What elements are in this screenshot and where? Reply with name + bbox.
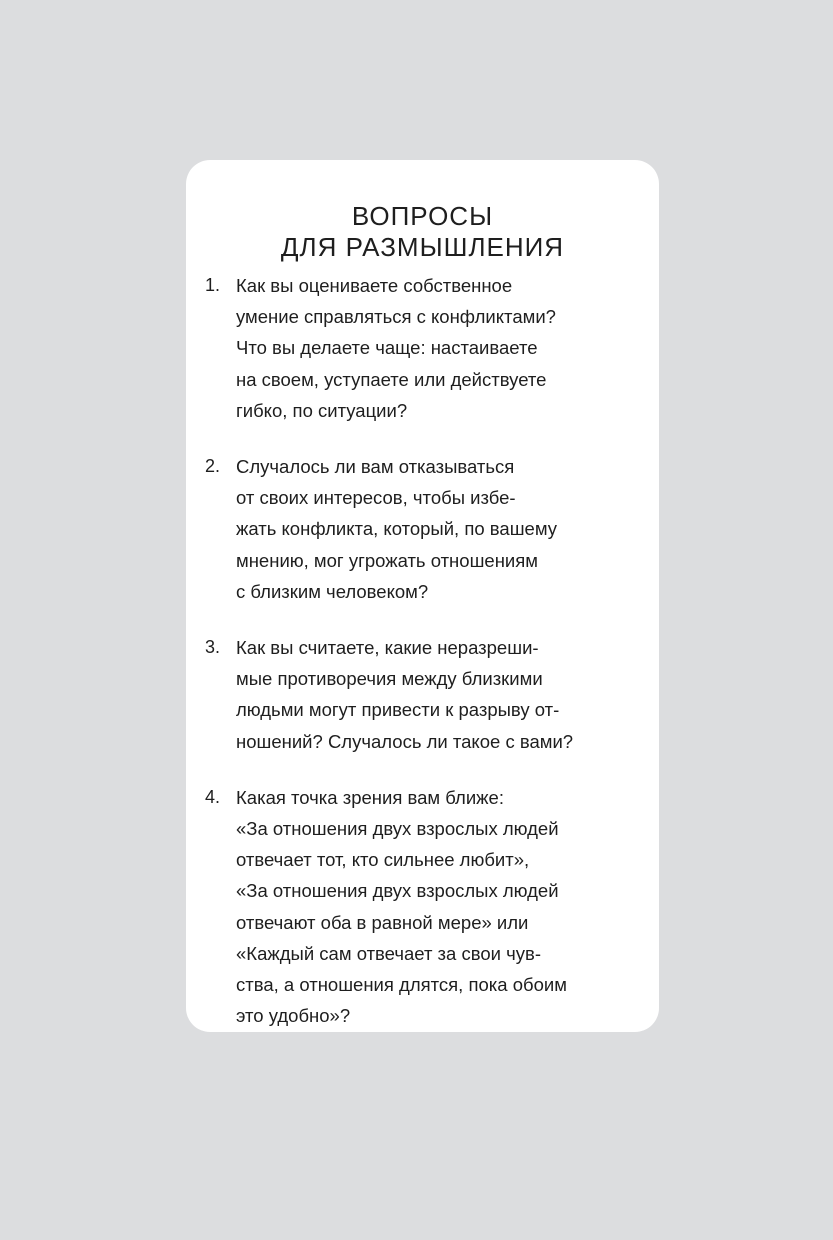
- question-line: отвечают оба в равной мере» или: [236, 911, 529, 933]
- question-line: с близким человеком?: [236, 580, 429, 602]
- question-line: умение справляться с конфликтами?: [236, 306, 556, 328]
- question-number: 1.: [205, 275, 221, 295]
- card-title-line-2: ДЛЯ РАЗМЫШЛЕНИЯ: [280, 232, 565, 263]
- question-line: «За отношения двух взрослых людей: [236, 818, 559, 840]
- question-number: 2.: [205, 456, 221, 477]
- question-line: гибко, по ситуации?: [236, 399, 408, 421]
- question-item: [186, 451, 659, 607]
- question-line: это удобно»?: [236, 1005, 351, 1027]
- question-line: Что вы делаете чаще: настаиваете: [236, 337, 538, 359]
- question-line: жать конфликта, который, по вашему: [236, 518, 557, 540]
- question-line: Как вы оцениваете собственное: [236, 275, 513, 296]
- question-number: 3.: [205, 637, 221, 658]
- question-line: Случалось ли вам отказываться: [236, 456, 515, 478]
- question-line: мнению, мог угрожать отношениям: [236, 549, 538, 571]
- question-line: мые противоречия между близкими: [236, 668, 543, 690]
- question-line: «За отношения двух взрослых людей: [236, 880, 559, 902]
- question-line: ства, а отношения длятся, пока обоим: [236, 974, 567, 996]
- card-title-line-1: ВОПРОСЫ: [351, 201, 494, 232]
- question-line: Как вы считаете, какие неразреши-: [236, 637, 539, 659]
- question-line: людьми могут привести к разрыву от-: [236, 699, 560, 721]
- question-item: [186, 632, 659, 757]
- question-text: [236, 270, 659, 426]
- questions-list: [186, 270, 659, 1056]
- question-text: [236, 782, 659, 1032]
- question-item: [186, 270, 659, 426]
- question-line: на своем, уступаете или действуете: [236, 368, 547, 390]
- question-number: 4.: [205, 786, 221, 807]
- question-line: отвечает тот, кто сильнее любит»,: [236, 849, 530, 871]
- questions-card: [186, 160, 659, 1032]
- question-line: «Каждый сам отвечает за свои чув-: [236, 942, 541, 964]
- question-line: Какая точка зрения вам ближе:: [236, 786, 504, 808]
- question-line: от своих интересов, чтобы избе-: [236, 487, 516, 509]
- question-item: [186, 782, 659, 1032]
- question-text: [236, 632, 659, 757]
- card-title: [186, 201, 659, 263]
- question-line: ношений? Случалось ли такое с вами?: [236, 730, 574, 752]
- question-text: [236, 451, 659, 607]
